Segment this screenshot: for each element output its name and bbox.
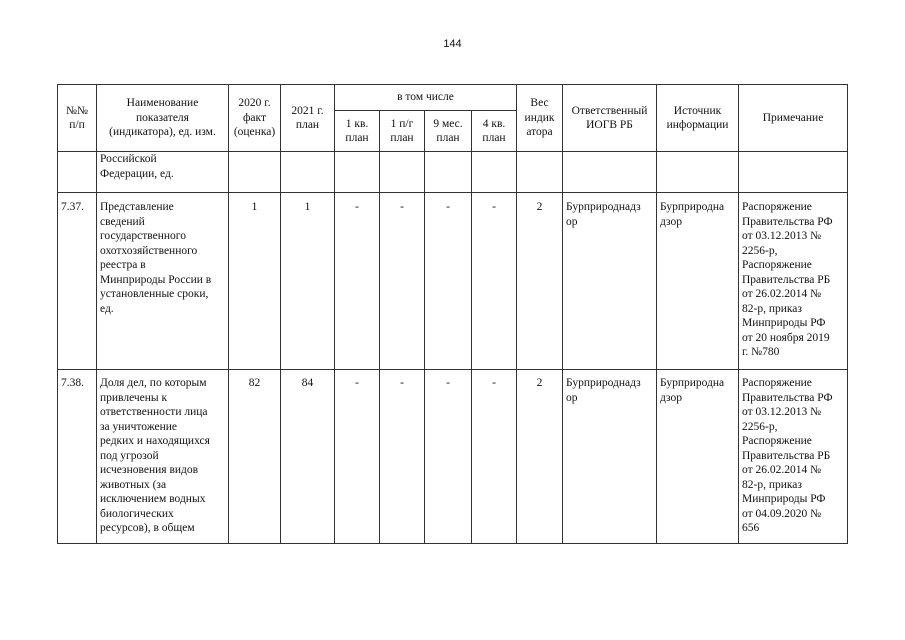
header-fact-2020: 2020 г. факт (оценка) [229,85,281,152]
indicators-table [57,84,848,544]
cell-weight [517,152,563,193]
header-name: Наименование показателя (индикатора), ед. изм. [97,85,229,152]
header-9m: 9 мес. план [425,111,472,152]
cell-q1: - [335,193,380,370]
header-including: в том числе [335,85,517,111]
cell-weight: 2 [517,370,563,544]
cell-name: Представление сведений государственного охотхозяйственного реестра в Минприроды России в установленные сроки, ед. [97,193,229,370]
header-note: Примечание [739,85,848,152]
header-responsible: Ответственный ИОГВ РБ [563,85,657,152]
cell-h1 [380,152,425,193]
cell-note: Распоряжение Правительства РФ от 03.12.2013 № 2256-р, Распоряжение Правительства РБ от 26.02.2014 № 82-р, приказ Минприроды РФ от 04.09.2020 № 656 [739,370,848,544]
cell-h1: - [380,370,425,544]
cell-num: 7.37. [58,193,97,370]
cell-note: Распоряжение Правительства РФ от 03.12.2013 № 2256-р, Распоряжение Правительства РБ от 26.02.2014 № 82-р, приказ Минприроды РФ от 20 ноября 2019 г. №780 [739,193,848,370]
header-plan-2021: 2021 г. план [281,85,335,152]
header-source: Источник информации [657,85,739,152]
table-row [58,193,848,370]
cell-q1: - [335,370,380,544]
cell-fact-2020: 1 [229,193,281,370]
cell-fact-2020 [229,152,281,193]
cell-name: Доля дел, по которым привлечены к ответственности лица за уничтожение редких и находящихся под угрозой исчезновения видов животных (за исключением водных биологических ресурсов), в общем [97,370,229,544]
cell-h1: - [380,193,425,370]
table-row [58,370,848,544]
cell-plan-2021: 1 [281,193,335,370]
cell-q4: - [472,193,517,370]
cell-plan-2021 [281,152,335,193]
cell-9m: - [425,370,472,544]
cell-9m [425,152,472,193]
header-num: №№ п/п [58,85,97,152]
table-row [58,152,848,193]
cell-num [58,152,97,193]
cell-weight: 2 [517,193,563,370]
cell-9m: - [425,193,472,370]
header-q1: 1 кв. план [335,111,380,152]
cell-q1 [335,152,380,193]
cell-responsible: Бурприроднадз ор [563,193,657,370]
header-weight: Вес индик атора [517,85,563,152]
cell-source [657,152,739,193]
cell-fact-2020: 82 [229,370,281,544]
cell-responsible: Бурприроднадз ор [563,370,657,544]
header-h1: 1 п/г план [380,111,425,152]
cell-num: 7.38. [58,370,97,544]
cell-note [739,152,848,193]
cell-source: Бурприродна дзор [657,193,739,370]
cell-name: Российской Федерации, ед. [97,152,229,193]
page-number: 144 [443,38,462,50]
cell-plan-2021: 84 [281,370,335,544]
cell-q4: - [472,370,517,544]
cell-q4 [472,152,517,193]
header-q4: 4 кв. план [472,111,517,152]
cell-source: Бурприродна дзор [657,370,739,544]
cell-responsible [563,152,657,193]
